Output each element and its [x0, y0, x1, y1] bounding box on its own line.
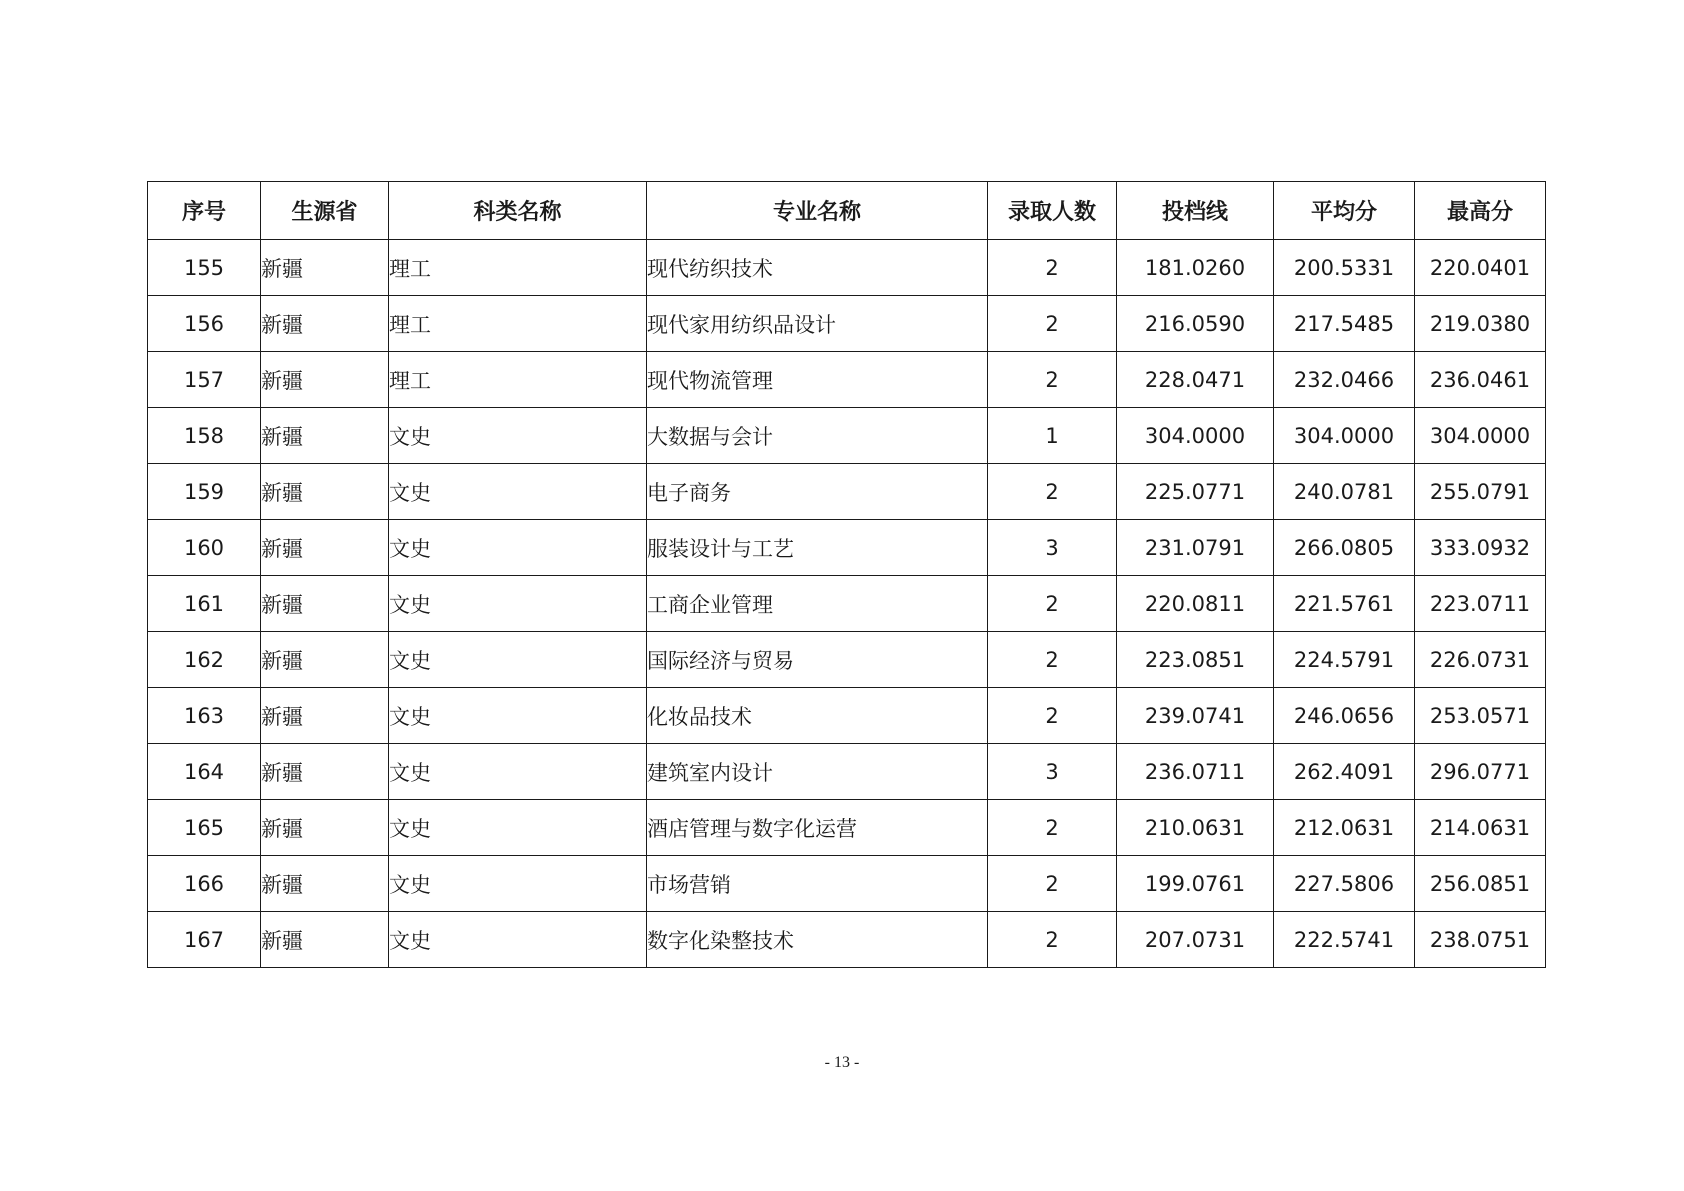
table-row [148, 632, 1546, 688]
cell-highest: 220.0401 [1415, 240, 1546, 296]
cell-highest: 219.0380 [1415, 296, 1546, 352]
cell-highest: 255.0791 [1415, 464, 1546, 520]
cell-province: 新疆 [261, 800, 389, 856]
cell-average: 262.4091 [1274, 744, 1415, 800]
cell-province: 新疆 [261, 912, 389, 968]
cell-major: 建筑室内设计 [647, 744, 988, 800]
table-row [148, 464, 1546, 520]
table-row [148, 352, 1546, 408]
cell-category: 文史 [389, 576, 647, 632]
cell-highest: 236.0461 [1415, 352, 1546, 408]
cell-highest: 256.0851 [1415, 856, 1546, 912]
table-row [148, 688, 1546, 744]
page-number: - 13 - [824, 1054, 860, 1071]
table-row [148, 296, 1546, 352]
cell-admitted-count: 3 [988, 744, 1117, 800]
cell-admitted-count: 2 [988, 688, 1117, 744]
cell-category: 理工 [389, 352, 647, 408]
cell-province: 新疆 [261, 632, 389, 688]
cell-category: 文史 [389, 856, 647, 912]
cell-cutoff: 216.0590 [1117, 296, 1274, 352]
cell-cutoff: 228.0471 [1117, 352, 1274, 408]
cell-province: 新疆 [261, 408, 389, 464]
table-row [148, 576, 1546, 632]
cell-average: 212.0631 [1274, 800, 1415, 856]
cell-index: 165 [148, 800, 261, 856]
cell-index: 156 [148, 296, 261, 352]
cell-category: 文史 [389, 744, 647, 800]
cell-cutoff: 181.0260 [1117, 240, 1274, 296]
cell-province: 新疆 [261, 576, 389, 632]
cell-cutoff: 225.0771 [1117, 464, 1274, 520]
cell-average: 304.0000 [1274, 408, 1415, 464]
cell-admitted-count: 2 [988, 800, 1117, 856]
cell-category: 文史 [389, 688, 647, 744]
table-row [148, 912, 1546, 968]
cell-average: 200.5331 [1274, 240, 1415, 296]
cell-cutoff: 304.0000 [1117, 408, 1274, 464]
cell-province: 新疆 [261, 352, 389, 408]
cell-category: 文史 [389, 800, 647, 856]
cell-province: 新疆 [261, 744, 389, 800]
table-row [148, 408, 1546, 464]
cell-index: 162 [148, 632, 261, 688]
cell-index: 163 [148, 688, 261, 744]
cell-highest: 223.0711 [1415, 576, 1546, 632]
cell-admitted-count: 2 [988, 632, 1117, 688]
cell-major: 现代物流管理 [647, 352, 988, 408]
cell-province: 新疆 [261, 296, 389, 352]
cell-category: 文史 [389, 520, 647, 576]
header-cell-category: 科类名称 [389, 182, 647, 240]
cell-cutoff: 210.0631 [1117, 800, 1274, 856]
cell-category: 理工 [389, 296, 647, 352]
cell-average: 266.0805 [1274, 520, 1415, 576]
cell-index: 167 [148, 912, 261, 968]
cell-province: 新疆 [261, 856, 389, 912]
cell-category: 文史 [389, 632, 647, 688]
table-row [148, 744, 1546, 800]
cell-average: 221.5761 [1274, 576, 1415, 632]
cell-index: 155 [148, 240, 261, 296]
table-body [148, 240, 1546, 968]
cell-highest: 226.0731 [1415, 632, 1546, 688]
cell-highest: 333.0932 [1415, 520, 1546, 576]
cell-highest: 253.0571 [1415, 688, 1546, 744]
table-row [148, 856, 1546, 912]
cell-cutoff: 236.0711 [1117, 744, 1274, 800]
cell-admitted-count: 3 [988, 520, 1117, 576]
cell-major: 现代纺织技术 [647, 240, 988, 296]
cell-major: 服装设计与工艺 [647, 520, 988, 576]
cell-admitted-count: 2 [988, 576, 1117, 632]
header-cell-highest: 最高分 [1415, 182, 1546, 240]
admissions-table [147, 181, 1546, 968]
cell-average: 224.5791 [1274, 632, 1415, 688]
cell-cutoff: 199.0761 [1117, 856, 1274, 912]
cell-major: 化妆品技术 [647, 688, 988, 744]
cell-cutoff: 239.0741 [1117, 688, 1274, 744]
cell-cutoff: 207.0731 [1117, 912, 1274, 968]
cell-admitted-count: 2 [988, 912, 1117, 968]
cell-province: 新疆 [261, 520, 389, 576]
header-cell-cutoff: 投档线 [1117, 182, 1274, 240]
cell-highest: 238.0751 [1415, 912, 1546, 968]
cell-province: 新疆 [261, 240, 389, 296]
table-row [148, 520, 1546, 576]
cell-province: 新疆 [261, 688, 389, 744]
header-cell-index: 序号 [148, 182, 261, 240]
cell-index: 164 [148, 744, 261, 800]
header-cell-province: 生源省 [261, 182, 389, 240]
cell-major: 电子商务 [647, 464, 988, 520]
header-cell-average: 平均分 [1274, 182, 1415, 240]
cell-major: 工商企业管理 [647, 576, 988, 632]
cell-admitted-count: 2 [988, 464, 1117, 520]
cell-index: 166 [148, 856, 261, 912]
cell-average: 217.5485 [1274, 296, 1415, 352]
cell-average: 246.0656 [1274, 688, 1415, 744]
cell-admitted-count: 2 [988, 856, 1117, 912]
cell-cutoff: 220.0811 [1117, 576, 1274, 632]
cell-category: 文史 [389, 912, 647, 968]
cell-admitted-count: 2 [988, 352, 1117, 408]
cell-category: 理工 [389, 240, 647, 296]
cell-category: 文史 [389, 464, 647, 520]
cell-admitted-count: 2 [988, 296, 1117, 352]
cell-average: 222.5741 [1274, 912, 1415, 968]
cell-index: 157 [148, 352, 261, 408]
cell-cutoff: 223.0851 [1117, 632, 1274, 688]
cell-major: 大数据与会计 [647, 408, 988, 464]
cell-highest: 214.0631 [1415, 800, 1546, 856]
cell-major: 国际经济与贸易 [647, 632, 988, 688]
cell-average: 232.0466 [1274, 352, 1415, 408]
cell-cutoff: 231.0791 [1117, 520, 1274, 576]
cell-province: 新疆 [261, 464, 389, 520]
table-row [148, 240, 1546, 296]
cell-highest: 296.0771 [1415, 744, 1546, 800]
cell-index: 160 [148, 520, 261, 576]
header-cell-major: 专业名称 [647, 182, 988, 240]
cell-index: 159 [148, 464, 261, 520]
cell-index: 158 [148, 408, 261, 464]
cell-average: 227.5806 [1274, 856, 1415, 912]
cell-major: 市场营销 [647, 856, 988, 912]
table-row [148, 800, 1546, 856]
header-cell-admitted-count: 录取人数 [988, 182, 1117, 240]
cell-major: 现代家用纺织品设计 [647, 296, 988, 352]
cell-index: 161 [148, 576, 261, 632]
table-header-row [148, 182, 1546, 240]
cell-major: 酒店管理与数字化运营 [647, 800, 988, 856]
cell-highest: 304.0000 [1415, 408, 1546, 464]
cell-admitted-count: 1 [988, 408, 1117, 464]
cell-category: 文史 [389, 408, 647, 464]
cell-admitted-count: 2 [988, 240, 1117, 296]
cell-average: 240.0781 [1274, 464, 1415, 520]
cell-major: 数字化染整技术 [647, 912, 988, 968]
